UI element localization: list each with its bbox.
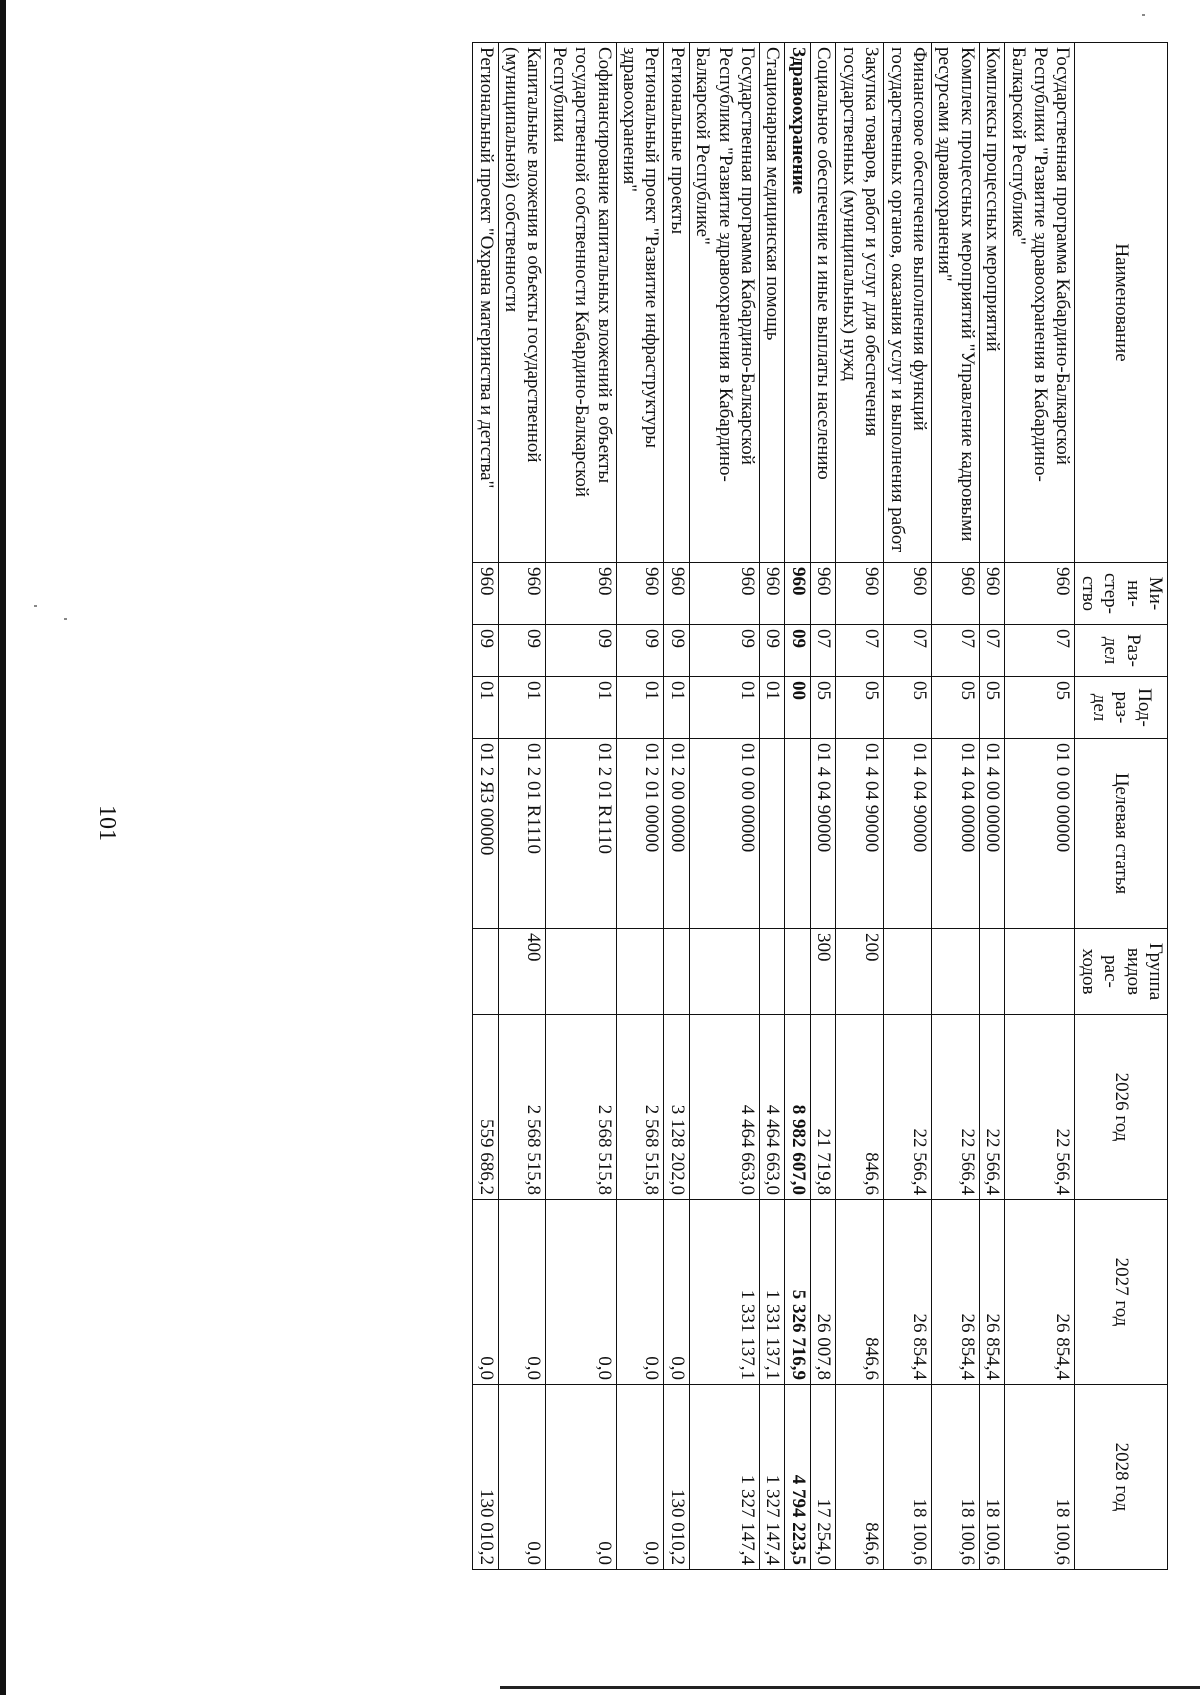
cell-ministry: 960 <box>931 563 979 625</box>
cell-ministry: 960 <box>498 563 546 625</box>
cell-2026: 846,6 <box>836 1015 884 1200</box>
cell-2028: 17 254,0 <box>810 1385 835 1570</box>
cell-group: 300 <box>810 929 835 1015</box>
header-2028: 2028 год <box>1075 1385 1168 1570</box>
cell-section: 07 <box>810 625 835 677</box>
cell-group <box>760 929 785 1015</box>
cell-name: Капитальные вложения в объекты государственной (муниципальной) собственности <box>498 43 546 563</box>
cell-2027: 5 326 716,9 <box>785 1200 810 1385</box>
cell-2026: 8 982 607,0 <box>785 1015 810 1200</box>
cell-section: 09 <box>664 625 689 677</box>
cell-group <box>546 929 616 1015</box>
cell-2026: 22 566,4 <box>979 1015 1004 1200</box>
table-header-row <box>1075 43 1168 1570</box>
header-ministry: Ми-ни-стер-ство <box>1075 563 1168 625</box>
cell-2028: 18 100,6 <box>931 1385 979 1570</box>
header-subsection: Под-раз-дел <box>1075 677 1168 739</box>
cell-target: 01 4 04 90000 <box>884 739 932 929</box>
cell-ministry: 960 <box>785 563 810 625</box>
cell-name: Региональный проект "Развитие инфраструктуры здравоохранения" <box>616 43 664 563</box>
cell-target: 01 4 04 90000 <box>810 739 835 929</box>
table-row <box>664 43 689 1570</box>
cell-section: 07 <box>931 625 979 677</box>
cell-target: 01 2 Я3 00000 <box>473 739 498 929</box>
cell-2028: 0,0 <box>498 1385 546 1570</box>
cell-2026: 559 686,2 <box>473 1015 498 1200</box>
header-target: Целевая статья <box>1075 739 1168 929</box>
cell-name: Здравоохранение <box>785 43 810 563</box>
cell-section: 09 <box>498 625 546 677</box>
page-number: 101 <box>94 805 120 841</box>
cell-2027: 1 331 137,1 <box>760 1200 785 1385</box>
cell-ministry: 960 <box>884 563 932 625</box>
cell-2027: 0,0 <box>664 1200 689 1385</box>
cell-section: 09 <box>616 625 664 677</box>
budget-table <box>472 42 1168 1570</box>
table-row <box>931 43 979 1570</box>
cell-section: 09 <box>546 625 616 677</box>
table-row <box>473 43 498 1570</box>
cell-2027: 0,0 <box>616 1200 664 1385</box>
cell-2028: 18 100,6 <box>979 1385 1004 1570</box>
cell-section: 09 <box>473 625 498 677</box>
cell-target: 01 4 04 00000 <box>931 739 979 929</box>
cell-section: 07 <box>979 625 1004 677</box>
header-group: Группа видов рас-ходов <box>1075 929 1168 1015</box>
cell-group <box>931 929 979 1015</box>
cell-2026: 3 128 202,0 <box>664 1015 689 1200</box>
cell-2026: 2 568 515,8 <box>546 1015 616 1200</box>
header-2027: 2027 год <box>1075 1200 1168 1385</box>
table-row <box>884 43 932 1570</box>
cell-2026: 4 464 663,0 <box>760 1015 785 1200</box>
cell-group: 400 <box>498 929 546 1015</box>
cell-2027: 26 854,4 <box>931 1200 979 1385</box>
cell-name: Государственная программа Кабардино-Балкарской Республики "Развитие здравоохранения в Кабардино-Балкарской Республике" <box>689 43 759 563</box>
cell-name: Социальное обеспечение и иные выплаты населению <box>810 43 835 563</box>
cell-2028: 18 100,6 <box>1005 1385 1075 1570</box>
cell-subsection: 05 <box>1005 677 1075 739</box>
cell-group <box>664 929 689 1015</box>
cell-target: 01 0 00 00000 <box>689 739 759 929</box>
cell-2027: 846,6 <box>836 1200 884 1385</box>
cell-ministry: 960 <box>836 563 884 625</box>
table-row <box>616 43 664 1570</box>
cell-2026: 2 568 515,8 <box>498 1015 546 1200</box>
cell-ministry: 960 <box>473 563 498 625</box>
cell-subsection: 01 <box>616 677 664 739</box>
cell-ministry: 960 <box>616 563 664 625</box>
cell-name: Финансовое обеспечение выполнения функций государственных органов, оказания услуг и выполнения работ <box>884 43 932 563</box>
cell-section: 07 <box>836 625 884 677</box>
cell-2026: 22 566,4 <box>931 1015 979 1200</box>
cell-section: 07 <box>1005 625 1075 677</box>
cell-subsection: 01 <box>473 677 498 739</box>
cell-2028: 1 327 147,4 <box>760 1385 785 1570</box>
cell-ministry: 960 <box>1005 563 1075 625</box>
cell-2026: 2 568 515,8 <box>616 1015 664 1200</box>
cell-2028: 0,0 <box>616 1385 664 1570</box>
table-row <box>979 43 1004 1570</box>
cell-group <box>689 929 759 1015</box>
cell-2027: 26 007,8 <box>810 1200 835 1385</box>
cell-target: 01 2 01 R1110 <box>546 739 616 929</box>
cell-ministry: 960 <box>689 563 759 625</box>
cell-group <box>616 929 664 1015</box>
cell-target: 01 2 01 R1110 <box>498 739 546 929</box>
cell-subsection: 00 <box>785 677 810 739</box>
cell-2027: 26 854,4 <box>1005 1200 1075 1385</box>
cell-subsection: 05 <box>884 677 932 739</box>
cell-2027: 0,0 <box>498 1200 546 1385</box>
cell-name: Региональный проект "Охрана материнства и детства" <box>473 43 498 563</box>
cell-name: Закупка товаров, работ и услуг для обеспечения государственных (муниципальных) нужд <box>836 43 884 563</box>
cell-subsection: 01 <box>498 677 546 739</box>
cell-group <box>785 929 810 1015</box>
cell-group <box>979 929 1004 1015</box>
cell-2027: 1 331 137,1 <box>689 1200 759 1385</box>
table-row <box>785 43 810 1570</box>
cell-ministry: 960 <box>979 563 1004 625</box>
table-row <box>760 43 785 1570</box>
cell-subsection: 01 <box>760 677 785 739</box>
cell-name: Стационарная медицинская помощь <box>760 43 785 563</box>
cell-2028: 0,0 <box>546 1385 616 1570</box>
cell-2027: 26 854,4 <box>979 1200 1004 1385</box>
cell-ministry: 960 <box>664 563 689 625</box>
cell-section: 09 <box>689 625 759 677</box>
cell-target: 01 2 00 00000 <box>664 739 689 929</box>
cell-subsection: 05 <box>979 677 1004 739</box>
cell-2028: 130 010,2 <box>664 1385 689 1570</box>
table-row <box>810 43 835 1570</box>
table-row <box>836 43 884 1570</box>
cell-group <box>473 929 498 1015</box>
cell-ministry: 960 <box>810 563 835 625</box>
cell-target <box>760 739 785 929</box>
cell-section: 07 <box>884 625 932 677</box>
cell-2028: 18 100,6 <box>884 1385 932 1570</box>
cell-ministry: 960 <box>760 563 785 625</box>
table-row <box>689 43 759 1570</box>
cell-subsection: 01 <box>689 677 759 739</box>
table-row <box>546 43 616 1570</box>
header-2026: 2026 год <box>1075 1015 1168 1200</box>
cell-target <box>785 739 810 929</box>
cell-2027: 26 854,4 <box>884 1200 932 1385</box>
cell-2028: 846,6 <box>836 1385 884 1570</box>
cell-target: 01 0 00 00000 <box>1005 739 1075 929</box>
table-row <box>498 43 546 1570</box>
cell-target: 01 4 00 00000 <box>979 739 1004 929</box>
cell-target: 01 2 01 00000 <box>616 739 664 929</box>
cell-ministry: 960 <box>546 563 616 625</box>
cell-subsection: 05 <box>836 677 884 739</box>
cell-section: 09 <box>785 625 810 677</box>
cell-2026: 22 566,4 <box>1005 1015 1075 1200</box>
cell-2026: 4 464 663,0 <box>689 1015 759 1200</box>
cell-group <box>884 929 932 1015</box>
cell-2028: 130 010,2 <box>473 1385 498 1570</box>
cell-name: Комплекс процессных мероприятий "Управление кадровыми ресурсами здравоохранения" <box>931 43 979 563</box>
cell-2026: 22 566,4 <box>884 1015 932 1200</box>
cell-subsection: 01 <box>664 677 689 739</box>
cell-subsection: 05 <box>931 677 979 739</box>
cell-name: Софинансирование капитальных вложений в объекты государственной собственности Кабардино-Балкарской Республики <box>546 43 616 563</box>
cell-group: 200 <box>836 929 884 1015</box>
cell-name: Комплексы процессных мероприятий <box>979 43 1004 563</box>
cell-name: Государственная программа Кабардино-Балкарской Республики "Развитие здравоохранения в Кабардино-Балкарской Республике" <box>1005 43 1075 563</box>
header-section: Раз-дел <box>1075 625 1168 677</box>
table-row <box>1005 43 1075 1570</box>
cell-section: 09 <box>760 625 785 677</box>
cell-2027: 0,0 <box>546 1200 616 1385</box>
cell-group <box>1005 929 1075 1015</box>
cell-subsection: 05 <box>810 677 835 739</box>
cell-2028: 1 327 147,4 <box>689 1385 759 1570</box>
cell-target: 01 4 04 90000 <box>836 739 884 929</box>
cell-2028: 4 794 223,5 <box>785 1385 810 1570</box>
cell-subsection: 01 <box>546 677 616 739</box>
header-name: Наименование <box>1075 43 1168 563</box>
cell-2026: 21 719,8 <box>810 1015 835 1200</box>
cell-name: Региональные проекты <box>664 43 689 563</box>
cell-2027: 0,0 <box>473 1200 498 1385</box>
